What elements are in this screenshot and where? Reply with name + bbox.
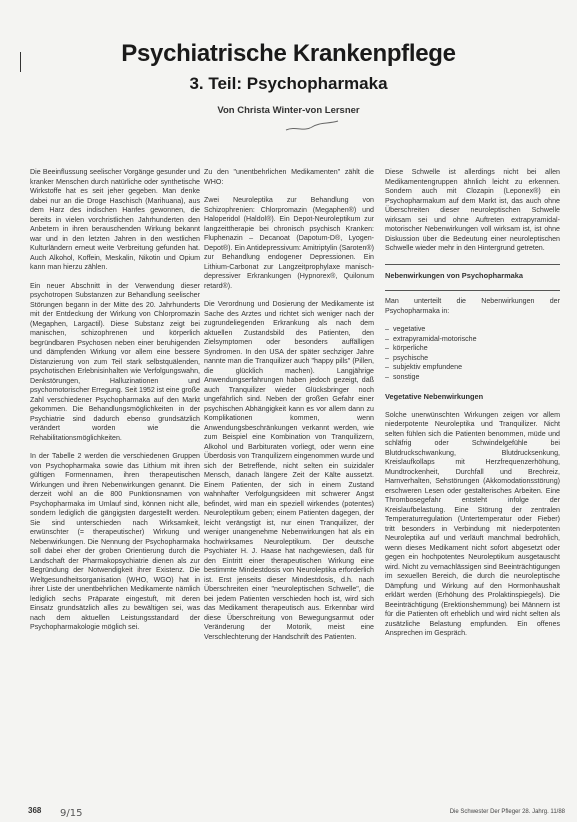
text-column-1 [30, 168, 200, 642]
side-effects-list [385, 325, 560, 382]
paragraph: In der Tabelle 2 werden die verschiedenen Gruppen von Psychopharmaka sowie das Lithium mit ihren gültigen Formennamen, ihren therapeutischen Wirkungen und ihren Nebenwirkungen genannt. Die derzeit wohl an die 800 Punktionsnamen von Psychopharmaka im Umlauf sind, können nicht alle, sondern lediglich die gängigsten dargestellt werden. Sie sind unterschieden nach Wirksamkeit, erwünschter (= therapeutischer) Wirkung und Nebenwirkungen. Die Nennung der Psychopharmaka soll dabei eher der groben Orientierung durch die Landschaft der Pharmakopsychiatrie dienen als zur Begründung der Notwendigkeit ihrer Existenz. Die Weltgesundheitsorganisation (WHO, WGO) hat in ihrer Liste der unentbehrlichen Medikamente nämlich lediglich sechs Präparate eingestuft, mit deren Einsatz grundsätzlich alles zu bewältigen sei, was nach dem aktuellen Leistungsstandard der Psychopharmakologie möglich sei. [30, 452, 200, 631]
paragraph: Diese Schwelle ist allerdings nicht bei allen Medikamentengruppen ähnlich leicht zu erkennen. Sondern auch mit Clozapin (Leponex®) ein Psychopharmakum auf dem Markt ist, das auch ohne Überschreiten dieser neuroleptischen Schwelle wirksam sei und ohne Auftreten extrapyramidal-motorischer Nebenwirkungen voll wirksam ist, ist ohne Diskussion über die Bedeutung einer neuroleptischen Schwelle wieder mehr in den Hintergrund getreten. [385, 168, 560, 252]
section-divider [385, 290, 560, 291]
list-item: – sonstige [385, 373, 560, 383]
paragraph: Zwei Neuroleptika zur Behandlung von Schizophrenien: Chlorpromazin (Megaphen®) und Haloperidol (Haldol®). Ein Depot-Neuroleptikum zur langzeittherapie bei chronisch psychisch Kranken: Fluphenazin – Decanoat (Dapotum-D®, Lyogen-Depot®). Ein Antidepressivum: Amitriptylin (Saroten®) zur Behandlung endogener Depressionen. Ein Lithium-Carbonat zur Langzeitprophylaxe manisch-depressiver Erkrankungen (Hypnorex®, Quilonum retard®). [204, 196, 374, 290]
section-heading: Nebenwirkungen von Psychopharmaka [385, 270, 523, 280]
list-item: – subjektiv empfundene [385, 363, 560, 373]
handwritten-note: 9/15 [60, 808, 83, 819]
text-column-3 [385, 168, 560, 648]
paragraph: Solche unerwünschten Wirkungen zeigen vor allem niederpotente Neuroleptika und Tranquilizer. Nicht selten fühlen sich die Patienten benommen, müde und schläfrig oder Schwindelgefühle bei Blutdruckschwankung, Blutdrucksenkung, Kreislaufkollaps mit Herzfrequenzerhöhung, Mundtrockenheit, Durchfall und Brechreiz, Harnverhalten, Sehstörungen (Akkomodationsstörung) erschweren Lesen oder gestalterisches Arbeiten. Eine Thrombosegefahr entsteht infolge der Kreislaufbelastung. Eine Störung der zentralen Temperaturregulation (Untertemperatur oder Fieber) tritt besonders in Verbindung mit niederpotenten Neuroleptika auf und verläuft manchmal bedrohlich, wenn dieses Medikament nicht sofort abgesetzt oder gegen ein hochpotentes Neuroleptikum ausgetauscht wird. Nicht zu vernachlässigen sind Beeinträchtigungen im sexuellen Bereich, die durch die neuroleptische Dämpfung und Wirkung auf den Hormonhaushalt erklärt werden (Erhöhung des Prolaktinspiegels). Die Beeinträchtigung (Erektionshemmung) bei Männern ist für die Patienten oft erheblich und wird nicht selten als zusätzliche Belastung empfunden. Ein offenes Ansprechen im Gespräch. [385, 410, 560, 637]
list-item: – körperliche [385, 344, 560, 354]
paragraph: Die Beeinflussung seelischer Vorgänge gesunder und kranker Menschen durch natürliche oder synthetische Wirkstoffe hat es seit jeher gegeben. Man denke dabei nur an die Droge Haschisch (Marihuana), aus dem Harz des indischen Hanfes gewonnen, die bereits in vielen vorchristlichen Jahrhunderten den Anbetern in ihren berauschenden Wirkung bekannt war und in den letzten Jahren in den westlichen Kulturländern erneut weite Verbreitung gefunden hat. Auch Alkohol, Koffein, Meskalin, Nikotin und Opium kann man hierzu zählen. [30, 168, 200, 271]
page-subtitle: 3. Teil: Psychopharmaka [189, 74, 388, 93]
journal-footer: Die Schwester Der Pfleger 28. Jahrg. 11/88 [449, 809, 565, 815]
author-byline: Von Christa Winter-von Lersner [217, 105, 360, 116]
paragraph: Ein neuer Abschnitt in der Verwendung dieser psychotropen Substanzen zur Behandlung seelischer Störungen begann in der Mitte des 20. Jahrhunderts mit der Entdeckung der Wirkung von Chlorpromazin (Megaphen, Largactil). Diese Substanz zeigt bei manischen, schizophrenen und körperlich begründbaren Psychosen neben einer beruhigenden und dämpfenden Wirkung vor allem eine bessere Distanzierung von zum Teil stark selbstquälenden, psychotischen Erlebnisinhalten wie Verfolgungswahn, Denkstörungen, Halluzinationen und psychomotorischer Erregung. Seit 1952 ist eine große Zahl verschiedener Psychopharmaka auf den Markt gekommen. Die Behandlungsmöglichkeiten in der Psychiatrie sind dadurch ebenso grundsätzlich verändert worden wie die Rehabilitationsmöglichkeiten. [30, 281, 200, 442]
list-item: – extrapyramidal-motorische [385, 335, 560, 345]
handwritten-note-icon [58, 805, 118, 819]
paragraph: Man unterteilt die Nebenwirkungen der Psychopharmaka in: [385, 297, 560, 315]
paragraph: Die Verordnung und Dosierung der Medikamente ist Sache des Arztes und richtet sich weniger nach der zugrundeliegenden Erkrankung als nach dem aktuellen Zustandsbild des Patienten, den Zielsymptomen oder besonders auffälligen Syndromen. In den USA der später sechziger Jahre nannte man die Tranquilizer auch "happy pills" (Pillen, die glücklich machen). Langjährige Anwendungserfahrungen haben jedoch gezeigt, daß auch Tranquilizer wieder Glücksbringer noch ungefährlich sind. Neben der großen Gefahr einer psychischen Abhängigkeit kann es vor allem dann zu Komplikationen kommen, wenn Anwendungsbeschränkungen verkannt werden, wie zum Beispiel eine Kombination von Tranquilizern, Alkohol und Barbituraten vorliegt, oder wenn eine Überdosis von Tranquilizern eingenommen wurde und sich der Betreffende, nicht selten ein suizidaler Mensch, danach längere Zeit der Kälte aussetzt. Einem Patienten, der sich in einem Zustand wahnhafter Verfolgungsideen mit schwerer Angst befindet, wird man ein speziell wirkendes (potentes) Neuroleptikum geben; einem Patienten dagegen, der leicht verängstigt ist, nur einen Tranquilizer, der weniger unangenehme Nebenwirkungen hat als ein hochwirksames Neuroleptikum. Der deutsche Psychiater H. J. Haase hat nachgewiesen, daß für den Eintritt einer therapeutischen Wirkung eine bestimmte Mindestdosis von Neuroleptika erforderlich ist. Erst jenseits dieser Mindestdosis, d.h. nach Überschreiten einer "neuroleptischen Schwelle", die bei jedem Patienten verschieden hoch ist, wird sich das Medikament therapeutisch aus. Erkennbar wird diese Überschreitung von Bewegungsarmut oder Veränderung der Motorik, meist eine Verschlechterung der Handschrift des Patienten. [204, 300, 374, 641]
text-column-2 [204, 168, 374, 651]
section-divider [385, 264, 560, 265]
list-item: – psychische [385, 354, 560, 364]
subsection-heading: Vegetative Nebenwirkungen [385, 392, 484, 401]
handwritten-mark-icon [282, 118, 342, 134]
page-number: 368 [28, 806, 42, 815]
list-item: – vegetative [385, 325, 560, 335]
page-title: Psychiatrische Krankenpflege [121, 40, 456, 67]
paragraph: Zu den "unentbehrlichen Medikamenten" zählt die WHO: [204, 168, 374, 186]
